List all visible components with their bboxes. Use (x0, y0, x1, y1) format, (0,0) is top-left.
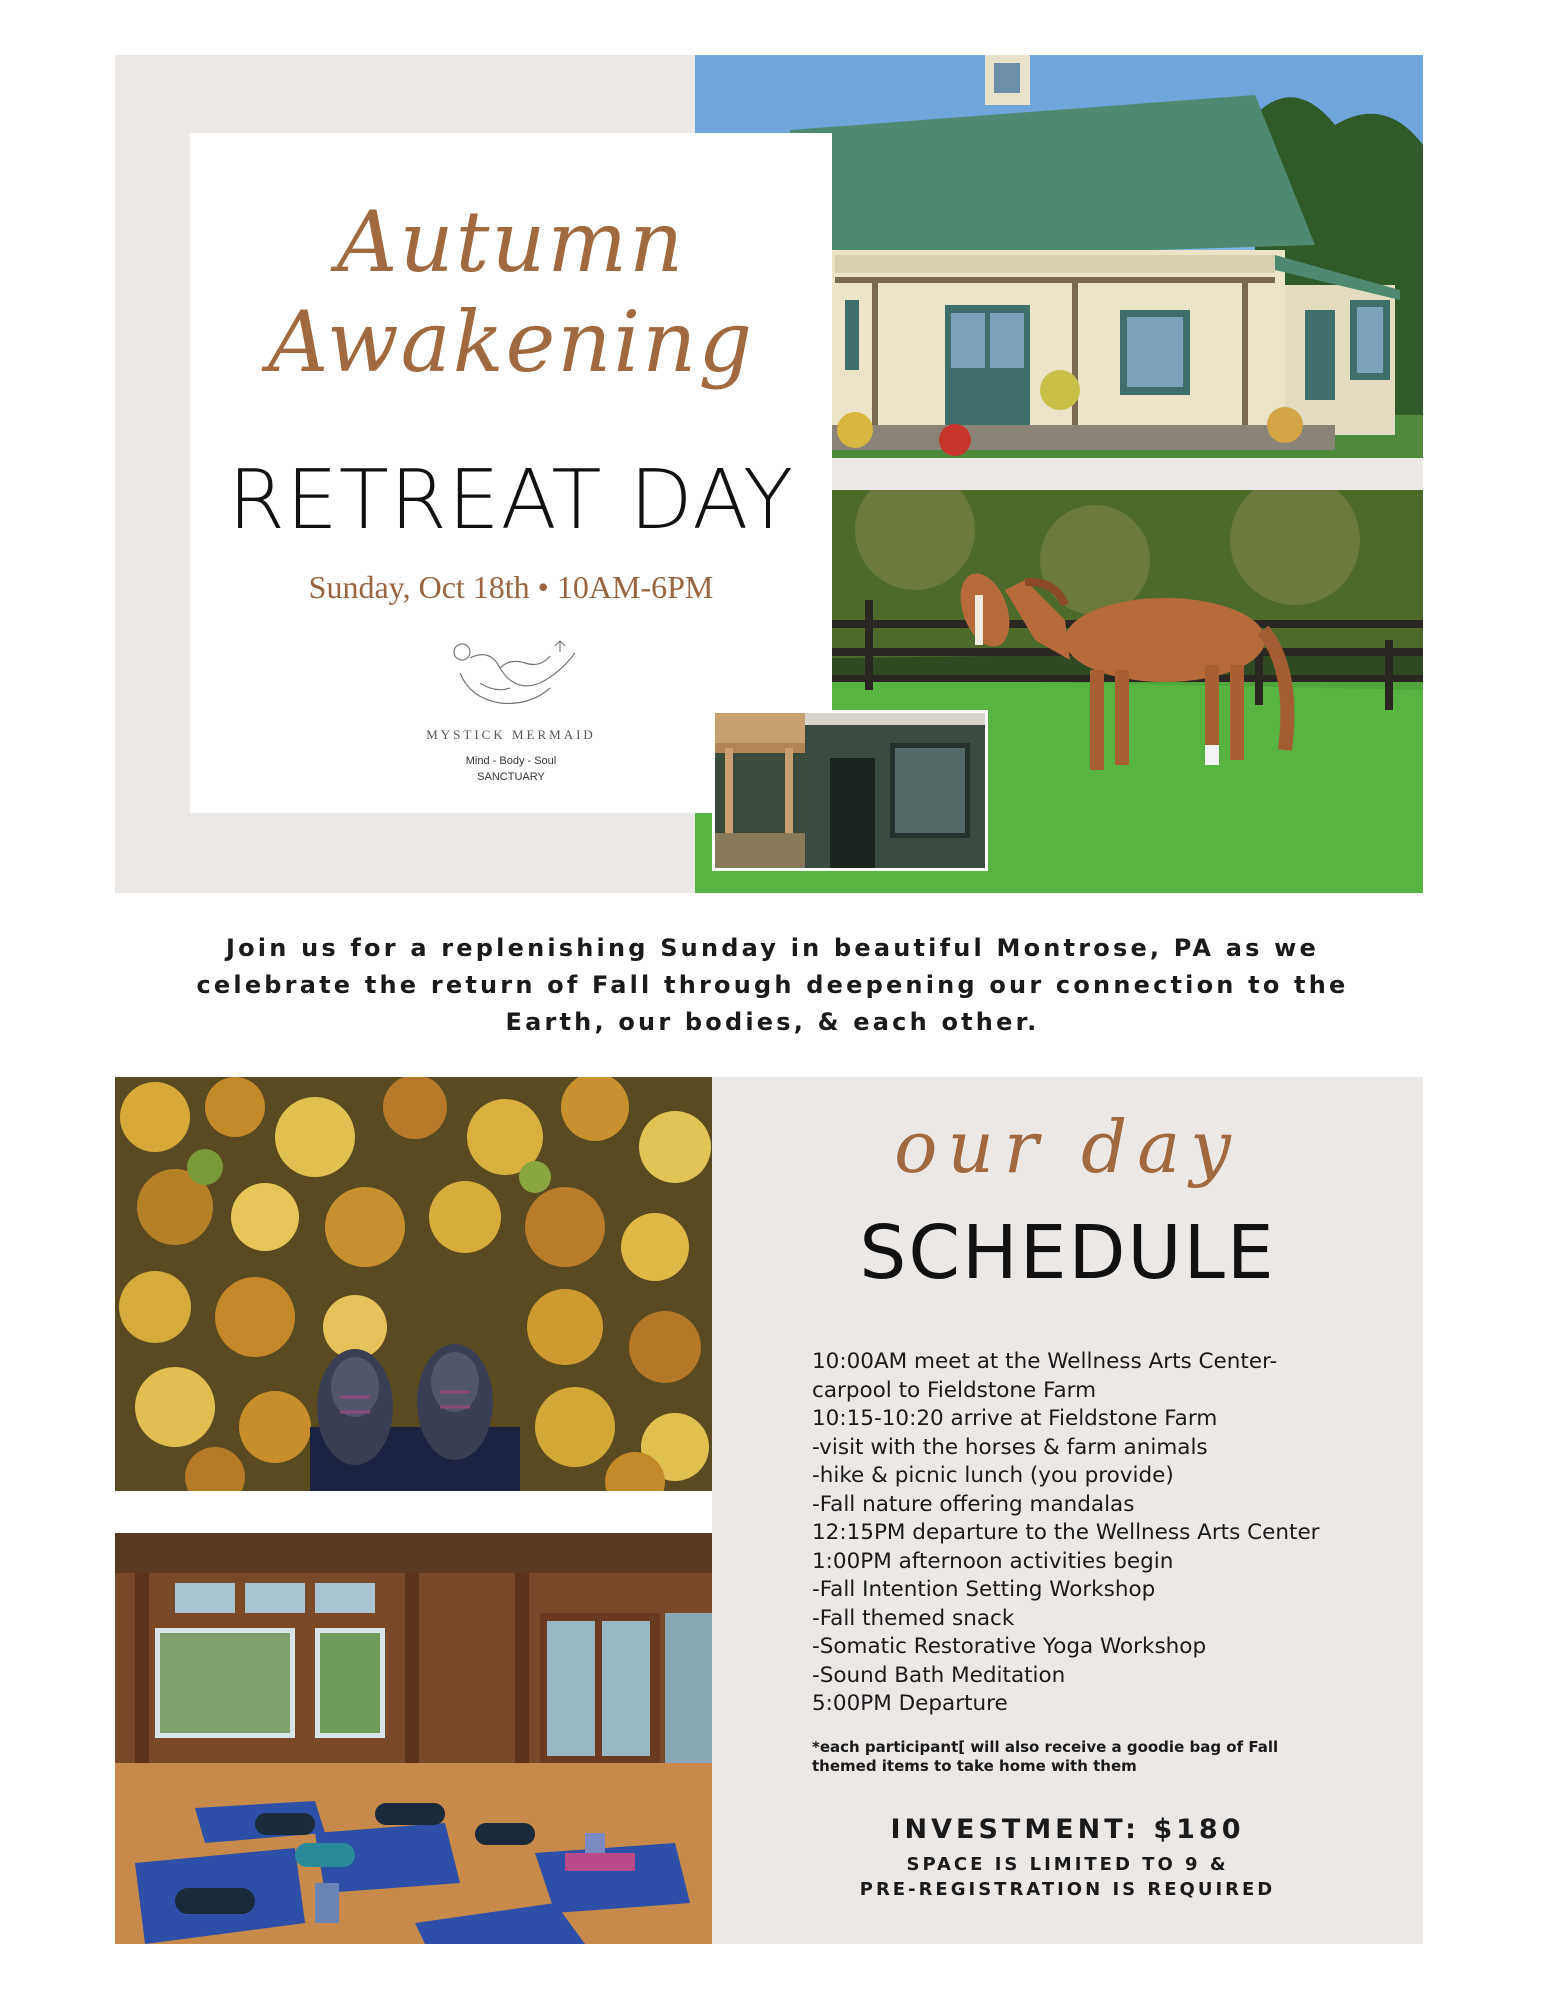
schedule-item: 10:15-10:20 arrive at Fieldstone Farm (812, 1406, 1218, 1431)
intro-paragraph (150, 930, 1395, 1041)
porch-photo (712, 710, 988, 871)
schedule-item: -Fall Intention Setting Workshop (812, 1577, 1156, 1602)
mermaid-logo-icon (440, 638, 585, 718)
script-title-awakening: Awakening (267, 293, 755, 391)
intro-line: celebrate the return of Fall through deepening our connection to the (196, 971, 1349, 999)
schedule-list (812, 1348, 1402, 1719)
schedule-item: carpool to Fieldstone Farm (812, 1377, 1097, 1403)
brand-name: MYSTICK MERMAID (426, 727, 596, 742)
schedule-item: 5:00PM Departure (812, 1691, 1008, 1716)
schedule-item: -visit with the horses & farm animals (812, 1434, 1208, 1460)
space-limited-note (712, 1852, 1423, 1902)
limited-line: SPACE IS LIMITED TO 9 & (906, 1854, 1229, 1875)
brand-tagline: Mind - Body - Soul (465, 755, 557, 767)
schedule-item: -Fall nature offering mandalas (812, 1491, 1135, 1517)
intro-line: Join us for a replenishing Sunday in beautiful Montrose, PA as we (225, 934, 1319, 962)
schedule-item: -Somatic Restorative Yoga Workshop (812, 1634, 1207, 1659)
brand-tagline-sanctuary: SANCTUARY (477, 771, 545, 783)
yoga-studio-photo (115, 1533, 712, 1944)
retreat-day-title: RETREAT DAY (227, 453, 795, 548)
schedule-item: 1:00PM afternoon activities begin (812, 1548, 1174, 1574)
note-line: *each participant[ will also receive a goodie bag of Fall (812, 1738, 1279, 1756)
schedule-item: -hike & picnic lunch (you provide) (812, 1463, 1174, 1488)
event-date: Sunday, Oct 18th • 10AM-6PM (308, 569, 714, 605)
schedule-item: -Sound Bath Meditation (812, 1662, 1066, 1688)
investment-price: INVESTMENT: $180 (890, 1814, 1245, 1845)
schedule-item: -Fall themed snack (812, 1605, 1015, 1631)
schedule-title: SCHEDULE (859, 1210, 1276, 1296)
our-day-script: our day (894, 1105, 1241, 1189)
goodie-bag-note (812, 1738, 1332, 1776)
script-title-autumn: Autumn (336, 193, 686, 291)
note-line: themed items to take home with them (812, 1757, 1137, 1775)
leaves-photo (115, 1077, 712, 1491)
schedule-item: 10:00AM meet at the Wellness Arts Center- (812, 1349, 1278, 1374)
limited-line: PRE-REGISTRATION IS REQUIRED (859, 1879, 1276, 1900)
intro-line: Earth, our bodies, & each other. (505, 1008, 1040, 1036)
schedule-item: 12:15PM departure to the Wellness Arts Center (812, 1520, 1320, 1545)
